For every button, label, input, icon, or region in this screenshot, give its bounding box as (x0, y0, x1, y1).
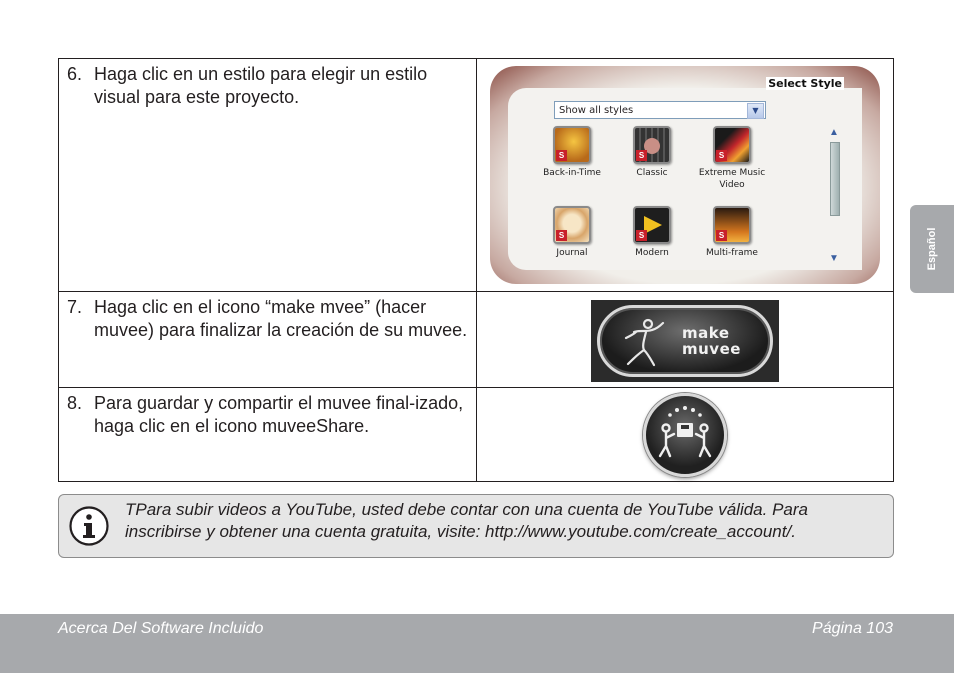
style-option-multi-frame[interactable] (692, 206, 772, 259)
style-label: Modern (635, 248, 669, 258)
note-text: TPara subir videos a YouTube, usted debe contar con una cuenta de YouTube válida. Para inscribirse y obtener una cuenta gratuita, visite: http://www.youtube.com/create_account/. (125, 500, 808, 541)
step-8-text-cell (59, 388, 477, 482)
style-option-journal[interactable] (532, 206, 612, 259)
make-muvee-pill (597, 305, 773, 377)
step-text: Haga clic en un estilo para elegir un estilo visual para este proyecto. (94, 64, 428, 107)
style-option-classic[interactable] (612, 126, 692, 179)
back-in-time-icon (553, 126, 591, 164)
step-text: Para guardar y compartir el muvee final-izado, haga clic en el icono muveeShare. (94, 393, 464, 436)
footer-section-title: Acerca Del Software Incluido (58, 620, 264, 637)
info-icon (68, 505, 110, 547)
style-label: Journal (556, 248, 588, 258)
steps-table (58, 58, 894, 482)
step-7-image-cell (477, 292, 894, 388)
scroll-down-icon[interactable]: ▼ (829, 253, 839, 264)
step-number: 8. (67, 393, 83, 413)
note-box (58, 494, 894, 558)
step-number: 7. (67, 297, 83, 317)
step-number: 6. (67, 64, 83, 84)
dancer-icon (622, 318, 666, 368)
journal-icon (553, 206, 591, 244)
s-badge: S (636, 230, 647, 241)
s-badge: S (716, 150, 727, 161)
step-7-text-cell (59, 292, 477, 388)
page-number: Página 103 (812, 620, 893, 637)
muveeshare-icon (646, 396, 724, 474)
multi-frame-icon (713, 206, 751, 244)
chevron-down-icon[interactable]: ▼ (747, 103, 764, 119)
step-8 (59, 388, 476, 438)
table-row (59, 388, 894, 482)
style-label: Extreme Music Video (698, 168, 766, 190)
dropdown-value: Show all styles (559, 105, 634, 116)
make-label-line1: make (682, 324, 730, 342)
scroll-up-icon[interactable]: ▲ (829, 127, 839, 138)
muveeshare-button[interactable] (643, 393, 727, 477)
s-badge: S (716, 230, 727, 241)
extreme-music-video-icon (713, 126, 751, 164)
step-text: Haga clic en el icono “make mvee” (hacer muvee) para finalizar la creación de su muvee. (94, 297, 468, 340)
s-badge: S (636, 150, 647, 161)
style-label: Classic (636, 168, 668, 178)
table-row (59, 292, 894, 388)
style-option-back-in-time[interactable] (532, 126, 612, 179)
language-side-tab (910, 205, 954, 293)
make-muvee-label (682, 325, 741, 357)
style-filter-dropdown[interactable] (554, 101, 766, 119)
s-badge: S (556, 150, 567, 161)
style-option-modern[interactable] (612, 206, 692, 259)
style-selector-panel (490, 66, 880, 284)
step-6-text-cell (59, 59, 477, 292)
page-footer (0, 614, 954, 673)
step-6 (59, 59, 476, 109)
side-tab-label: Español (926, 227, 938, 271)
table-row (59, 59, 894, 292)
select-style-title: Select Style (768, 77, 842, 90)
scroll-thumb[interactable] (830, 142, 840, 216)
step-6-image-cell (477, 59, 894, 292)
step-7 (59, 292, 476, 342)
make-label-line2: muvee (682, 340, 741, 358)
s-badge: S (556, 230, 567, 241)
step-8-image-cell (477, 388, 894, 482)
style-label: Back-in-Time (543, 168, 601, 178)
style-label: Multi-frame (706, 248, 758, 258)
classic-icon (633, 126, 671, 164)
modern-icon (633, 206, 671, 244)
style-scrollbar[interactable] (829, 128, 839, 264)
style-option-extreme-music-video[interactable] (692, 126, 772, 191)
make-muvee-button[interactable] (591, 300, 779, 382)
